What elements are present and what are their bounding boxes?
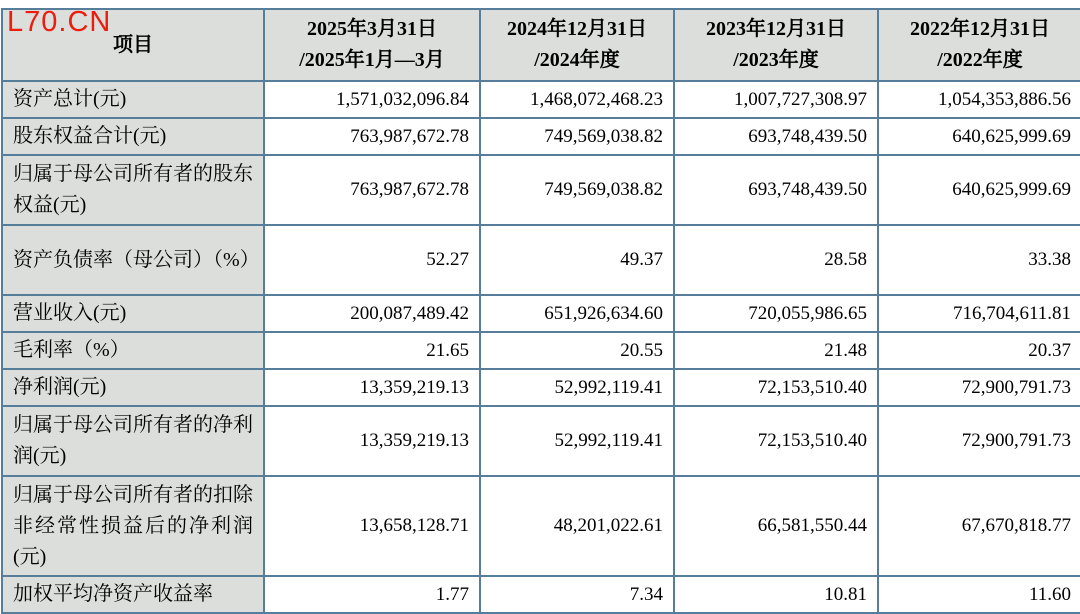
period-date: 2022年12月31日 xyxy=(910,18,1050,40)
column-header-2023 xyxy=(674,9,878,81)
table-cell: 716,704,611.81 xyxy=(878,295,1080,332)
table-cell: 720,055,986.65 xyxy=(674,295,878,332)
table-row-total-equity xyxy=(2,118,1080,155)
table-cell: 11.60 xyxy=(878,576,1080,613)
column-header-2024 xyxy=(480,9,674,81)
table-cell: 693,748,439.50 xyxy=(674,155,878,225)
period-range: /2025年1月—3月 xyxy=(299,49,445,71)
column-header-2025q1 xyxy=(264,9,480,81)
table-cell: 1,571,032,096.84 xyxy=(264,81,480,118)
table-cell: 72,900,791.73 xyxy=(878,369,1080,406)
table-cell: 1,468,072,468.23 xyxy=(480,81,674,118)
table-cell: 749,569,038.82 xyxy=(480,155,674,225)
row-label: 股东权益合计(元) xyxy=(2,118,264,155)
table-cell: 1,054,353,886.56 xyxy=(878,81,1080,118)
table-cell: 640,625,999.69 xyxy=(878,118,1080,155)
table-row-parent-equity xyxy=(2,155,1080,225)
column-header-item: 项目 xyxy=(2,9,264,81)
table-row-revenue xyxy=(2,295,1080,332)
table-cell: 66,581,550.44 xyxy=(674,476,878,576)
table-cell: 7.34 xyxy=(480,576,674,613)
table-cell: 21.65 xyxy=(264,332,480,369)
table-cell: 763,987,672.78 xyxy=(264,155,480,225)
financial-summary-table xyxy=(1,8,1080,614)
table-cell: 52,992,119.41 xyxy=(480,369,674,406)
table-row-weighted-roe xyxy=(2,576,1080,613)
site-watermark: L70.CN xyxy=(7,6,112,38)
table-cell: 693,748,439.50 xyxy=(674,118,878,155)
period-date: 2025年3月31日 xyxy=(307,18,437,40)
table-row-total-assets xyxy=(2,81,1080,118)
table-cell: 763,987,672.78 xyxy=(264,118,480,155)
table-cell: 1.77 xyxy=(264,576,480,613)
table-row-parent-net-profit xyxy=(2,406,1080,476)
column-header-2022 xyxy=(878,9,1080,81)
table-cell: 48,201,022.61 xyxy=(480,476,674,576)
table-cell: 651,926,634.60 xyxy=(480,295,674,332)
table-cell: 33.38 xyxy=(878,225,1080,295)
table-cell: 200,087,489.42 xyxy=(264,295,480,332)
row-label: 毛利率（%） xyxy=(2,332,264,369)
table-cell: 49.37 xyxy=(480,225,674,295)
row-label: 归属于母公司所有者的股东权益(元) xyxy=(2,155,264,225)
table-cell: 52,992,119.41 xyxy=(480,406,674,476)
table-cell: 13,658,128.71 xyxy=(264,476,480,576)
table-cell: 20.55 xyxy=(480,332,674,369)
table-cell: 20.37 xyxy=(878,332,1080,369)
table-cell: 72,153,510.40 xyxy=(674,369,878,406)
table-cell: 13,359,219.13 xyxy=(264,369,480,406)
row-label: 归属于母公司所有者的扣除非经常性损益后的净利润(元) xyxy=(2,476,264,576)
period-date: 2023年12月31日 xyxy=(706,18,846,40)
table-row-parent-net-profit-deducted xyxy=(2,476,1080,576)
table-row-net-profit xyxy=(2,369,1080,406)
period-range: /2023年度 xyxy=(733,49,819,71)
table-cell: 21.48 xyxy=(674,332,878,369)
table-cell: 10.81 xyxy=(674,576,878,613)
table-cell: 52.27 xyxy=(264,225,480,295)
row-label: 加权平均净资产收益率 xyxy=(2,576,264,613)
table-row-debt-ratio xyxy=(2,225,1080,295)
row-label: 归属于母公司所有者的净利润(元) xyxy=(2,406,264,476)
table-cell: 1,007,727,308.97 xyxy=(674,81,878,118)
row-label: 营业收入(元) xyxy=(2,295,264,332)
table-header-row xyxy=(2,9,1080,81)
table-cell: 72,900,791.73 xyxy=(878,406,1080,476)
period-range: /2022年度 xyxy=(937,49,1023,71)
table-cell: 640,625,999.69 xyxy=(878,155,1080,225)
table-cell: 13,359,219.13 xyxy=(264,406,480,476)
period-date: 2024年12月31日 xyxy=(507,18,647,40)
table-cell: 28.58 xyxy=(674,225,878,295)
table-row-gross-margin xyxy=(2,332,1080,369)
table-cell: 67,670,818.77 xyxy=(878,476,1080,576)
row-label: 资产负债率（母公司）（%） xyxy=(2,225,264,295)
table-cell: 72,153,510.40 xyxy=(674,406,878,476)
table-cell: 749,569,038.82 xyxy=(480,118,674,155)
row-label: 资产总计(元) xyxy=(2,81,264,118)
period-range: /2024年度 xyxy=(534,49,620,71)
row-label: 净利润(元) xyxy=(2,369,264,406)
